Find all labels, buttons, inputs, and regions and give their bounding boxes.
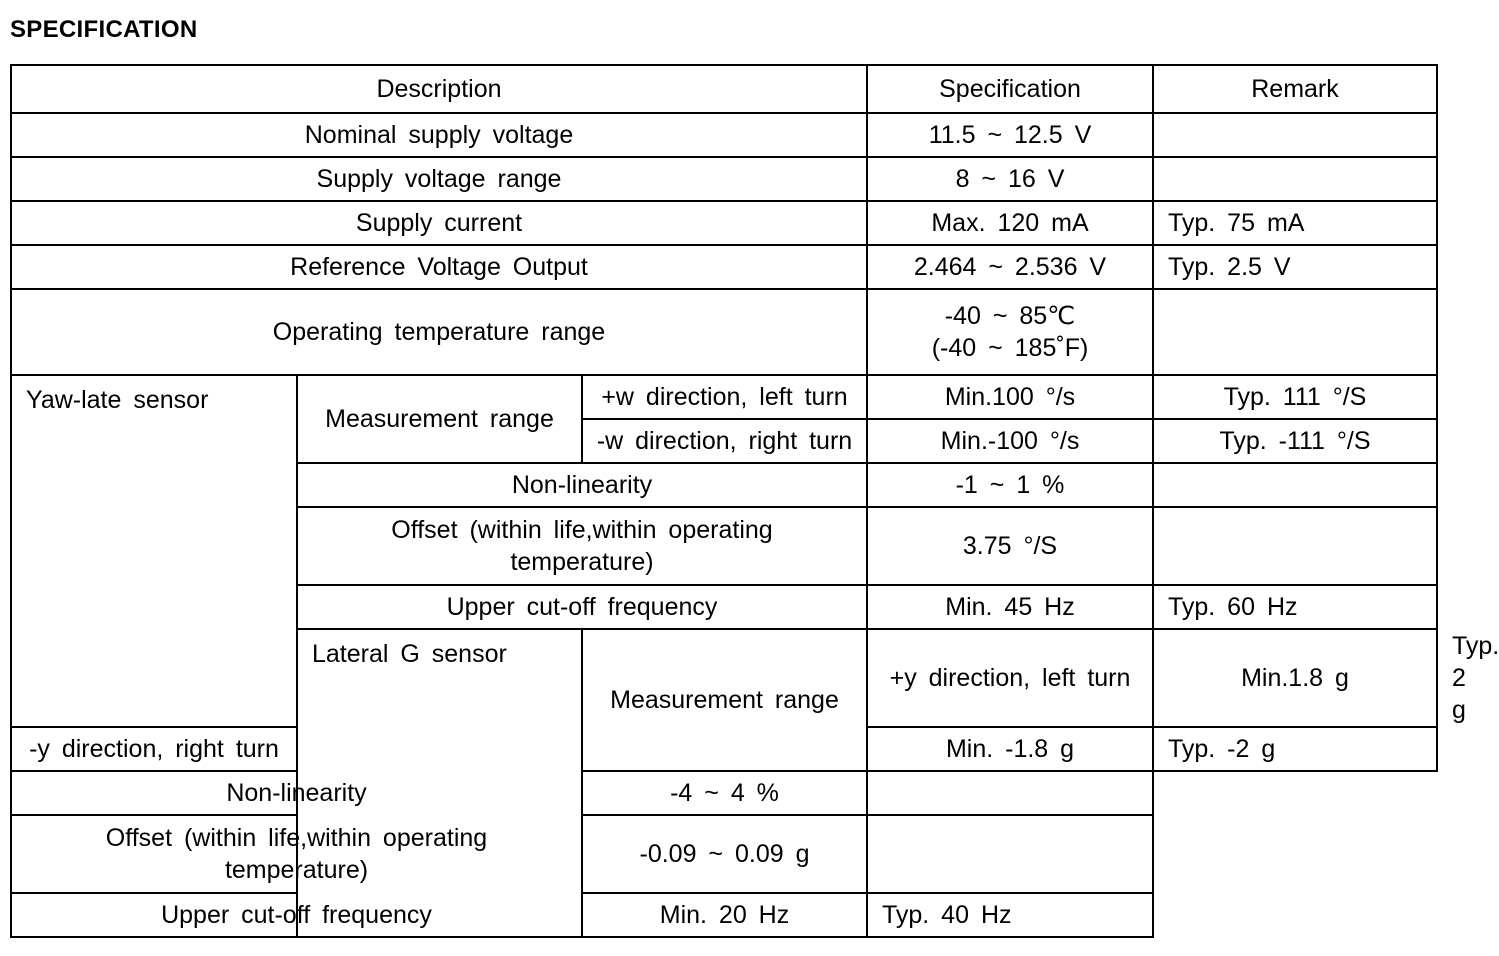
table-row: [11, 245, 1437, 289]
table-row: [11, 201, 1437, 245]
row-remark: [1153, 157, 1437, 201]
row-spec: 3.75 °/S: [867, 507, 1153, 585]
row-description: [297, 507, 867, 585]
row-spec: 11.5 ~ 12.5 V: [867, 113, 1153, 157]
row-description: Reference Voltage Output: [11, 245, 867, 289]
row-spec: [867, 289, 1153, 375]
row-spec: Min.1.8 g: [1153, 629, 1437, 727]
row-description: Upper cut-off frequency: [297, 585, 867, 629]
table-row: [11, 375, 1437, 419]
row-remark: [1153, 463, 1437, 507]
header-specification: Specification: [867, 65, 1153, 113]
direction-label: +w direction, left turn: [582, 375, 867, 419]
table-row: [11, 289, 1437, 375]
direction-label: -w direction, right turn: [582, 419, 867, 463]
header-remark: Remark: [1153, 65, 1437, 113]
direction-label: +y direction, left turn: [867, 629, 1153, 727]
spec-line: (-40 ~ 185˚F): [931, 334, 1089, 362]
direction-label: -y direction, right turn: [11, 727, 297, 771]
row-spec: -4 ~ 4 %: [582, 771, 867, 815]
description-line: temperature): [510, 548, 654, 576]
description-line: Offset (within life,within operating: [391, 516, 773, 544]
description-line: Offset (within life,within operating: [105, 824, 488, 852]
row-remark: [1153, 507, 1437, 585]
row-remark: [867, 815, 1153, 893]
row-spec: Min. -1.8 g: [867, 727, 1153, 771]
row-description: Non-linearity: [297, 463, 867, 507]
row-spec: Min.-100 °/s: [867, 419, 1153, 463]
row-remark: Typ. 111 °/S: [1153, 375, 1437, 419]
table-row: [11, 113, 1437, 157]
header-description: Description: [11, 65, 867, 113]
row-spec: Min. 20 Hz: [582, 893, 867, 937]
row-description: Nominal supply voltage: [11, 113, 867, 157]
row-description: Upper cut-off frequency: [11, 893, 582, 937]
row-remark: [1153, 113, 1437, 157]
row-remark: [1153, 289, 1437, 375]
row-remark: Typ. 40 Hz: [867, 893, 1153, 937]
row-description: Operating temperature range: [11, 289, 867, 375]
row-remark: Typ. -111 °/S: [1153, 419, 1437, 463]
spec-line: -40 ~ 85℃: [944, 302, 1076, 330]
measurement-range-label: Measurement range: [297, 375, 582, 463]
row-description: [11, 815, 582, 893]
row-spec: Min. 45 Hz: [867, 585, 1153, 629]
table-row: Lateral G sensor Measurement range +y direction, left turn Min.1.8 g Typ. 2 g: [11, 629, 1437, 727]
row-remark: Typ. -2 g: [1153, 727, 1437, 771]
group-label-lateral: Lateral G sensor: [297, 629, 582, 937]
description-line: temperature): [224, 856, 369, 884]
table-row: [11, 771, 1437, 815]
row-description: Supply voltage range: [11, 157, 867, 201]
table-row: [11, 157, 1437, 201]
table-row: [11, 815, 1437, 893]
row-remark: Typ. 75 mA: [1153, 201, 1437, 245]
row-spec: 8 ~ 16 V: [867, 157, 1153, 201]
row-remark: [867, 771, 1153, 815]
header-row: [11, 65, 1437, 113]
row-description: Non-linearity: [11, 771, 582, 815]
row-remark: Typ. 2.5 V: [1153, 245, 1437, 289]
row-spec: 2.464 ~ 2.536 V: [867, 245, 1153, 289]
row-spec: -1 ~ 1 %: [867, 463, 1153, 507]
group-label-yaw: Yaw-late sensor: [11, 375, 297, 727]
measurement-range-label: Measurement range: [582, 629, 867, 771]
row-remark: Typ. 60 Hz: [1153, 585, 1437, 629]
row-spec: -0.09 ~ 0.09 g: [582, 815, 867, 893]
specification-table: [10, 64, 1499, 938]
row-spec: Min.100 °/s: [867, 375, 1153, 419]
row-spec: Max. 120 mA: [867, 201, 1153, 245]
row-description: Supply current: [11, 201, 867, 245]
table-row: [11, 893, 1437, 937]
page-title: SPECIFICATION: [10, 16, 198, 43]
